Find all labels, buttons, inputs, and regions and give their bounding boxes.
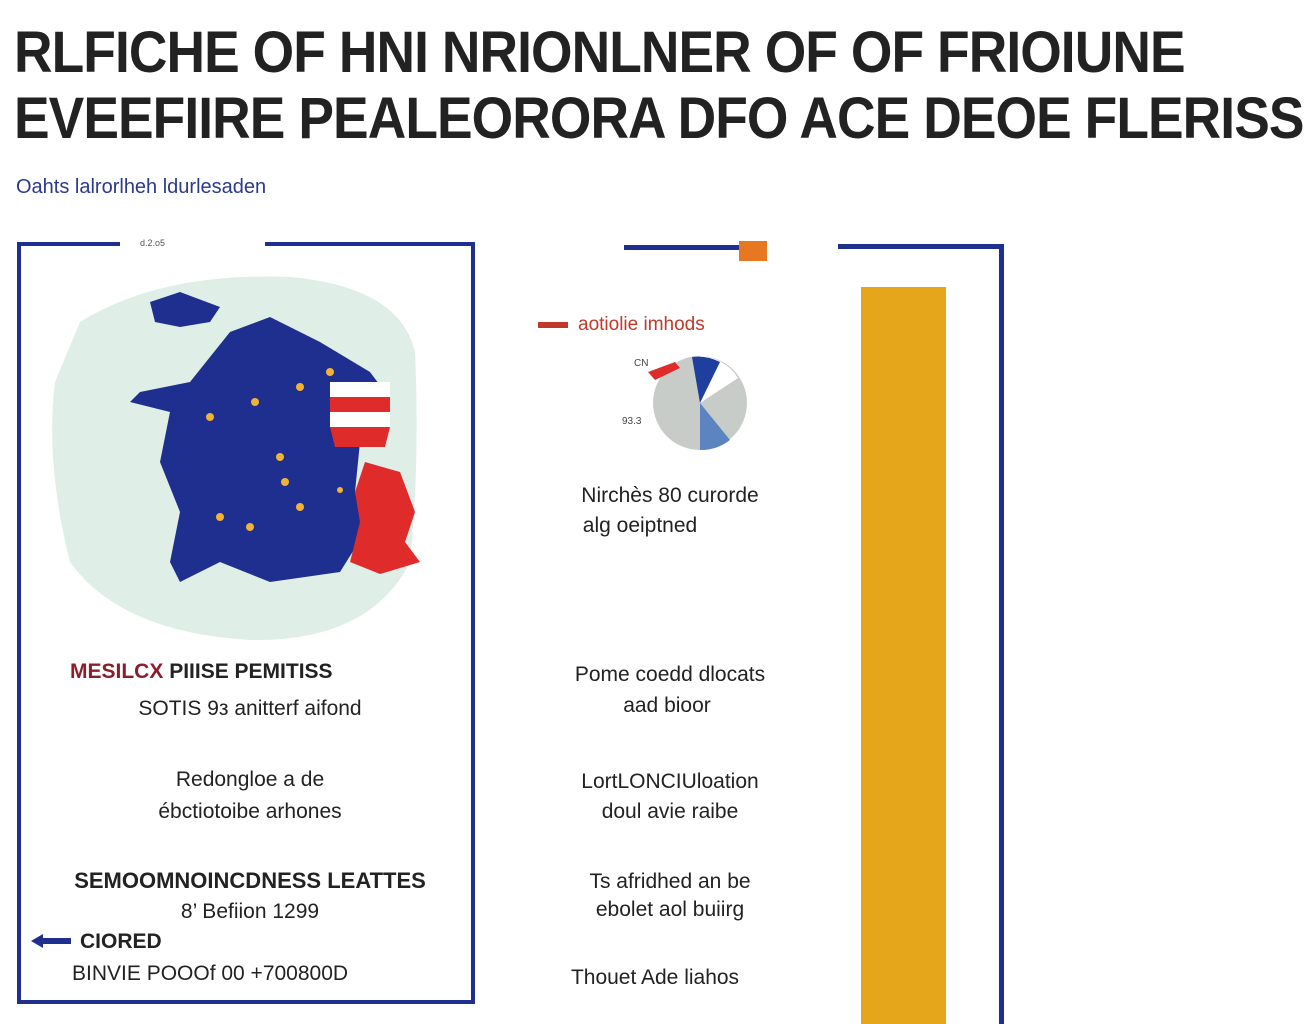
mid-block2-line2: aad bioor [623, 694, 711, 717]
legend-swatch [538, 322, 568, 328]
left-block3-line2: 8’ Befiion 1299 [180, 900, 320, 923]
left-panel-tiny-label: d.2.o5 [140, 238, 166, 248]
legend-text: aotiolie imhods [578, 314, 705, 335]
mid-block2-line1: Pome coedd dlocats [574, 663, 766, 686]
mid-block1-line1: Nirchès 80 curorde [581, 484, 759, 507]
footer-line: BINVIE POOOf 00 +700800D [72, 962, 349, 985]
mid-block4-line2: ebolet aol buiirg [595, 898, 745, 921]
pie-label-top: CN [634, 358, 649, 369]
left-arrow-icon[interactable] [31, 934, 71, 948]
left-block1-line1 [70, 660, 333, 684]
middle-top-accent [739, 241, 767, 261]
page-title [14, 20, 1304, 152]
left-block1-line2: SOTIS 9з anitterf aifond [138, 697, 362, 720]
mid-block4-line1: Ts afridhed an be [589, 870, 751, 893]
middle-top-rule [624, 245, 742, 250]
left-block2-line2: ébctiotoibe arhones [158, 800, 342, 823]
right-side-rule [999, 244, 1004, 1024]
mid-block1-line2: alg oeiptned [582, 514, 698, 537]
title-line-2: EVEEFIIRE PEALEORORA DFO ACE DEOE FLERISS [14, 86, 1304, 151]
france-map-icon [40, 262, 440, 647]
page-subtitle: Oahts lalrorlheh ldurlesaden [16, 176, 267, 198]
right-top-rule [838, 244, 1004, 249]
pie-label-bottom: 93.3 [622, 416, 642, 427]
left-block1-rest: PIIISE PEMITISS [169, 660, 333, 683]
left-block3-line1: SEMOOMNOINCDNESS LEATTES [74, 868, 426, 893]
left-block1-red-word: MESILCX [70, 660, 164, 683]
gold-vertical-bar [861, 287, 946, 1024]
left-block2-line1: Redongloe a de [175, 768, 325, 791]
title-line-1: RLFICHE OF HNI NRIONLNER OF OF FRIOIUNE [14, 20, 1185, 85]
mid-block5-line1: Thouet Ade liahos [570, 966, 740, 989]
mid-block3-line1: LortLONCIUloation [581, 770, 759, 793]
footer-label: CIORED [80, 930, 162, 953]
mid-block3-line2: doul avie raibe [601, 800, 739, 823]
pie-icon [620, 350, 760, 460]
